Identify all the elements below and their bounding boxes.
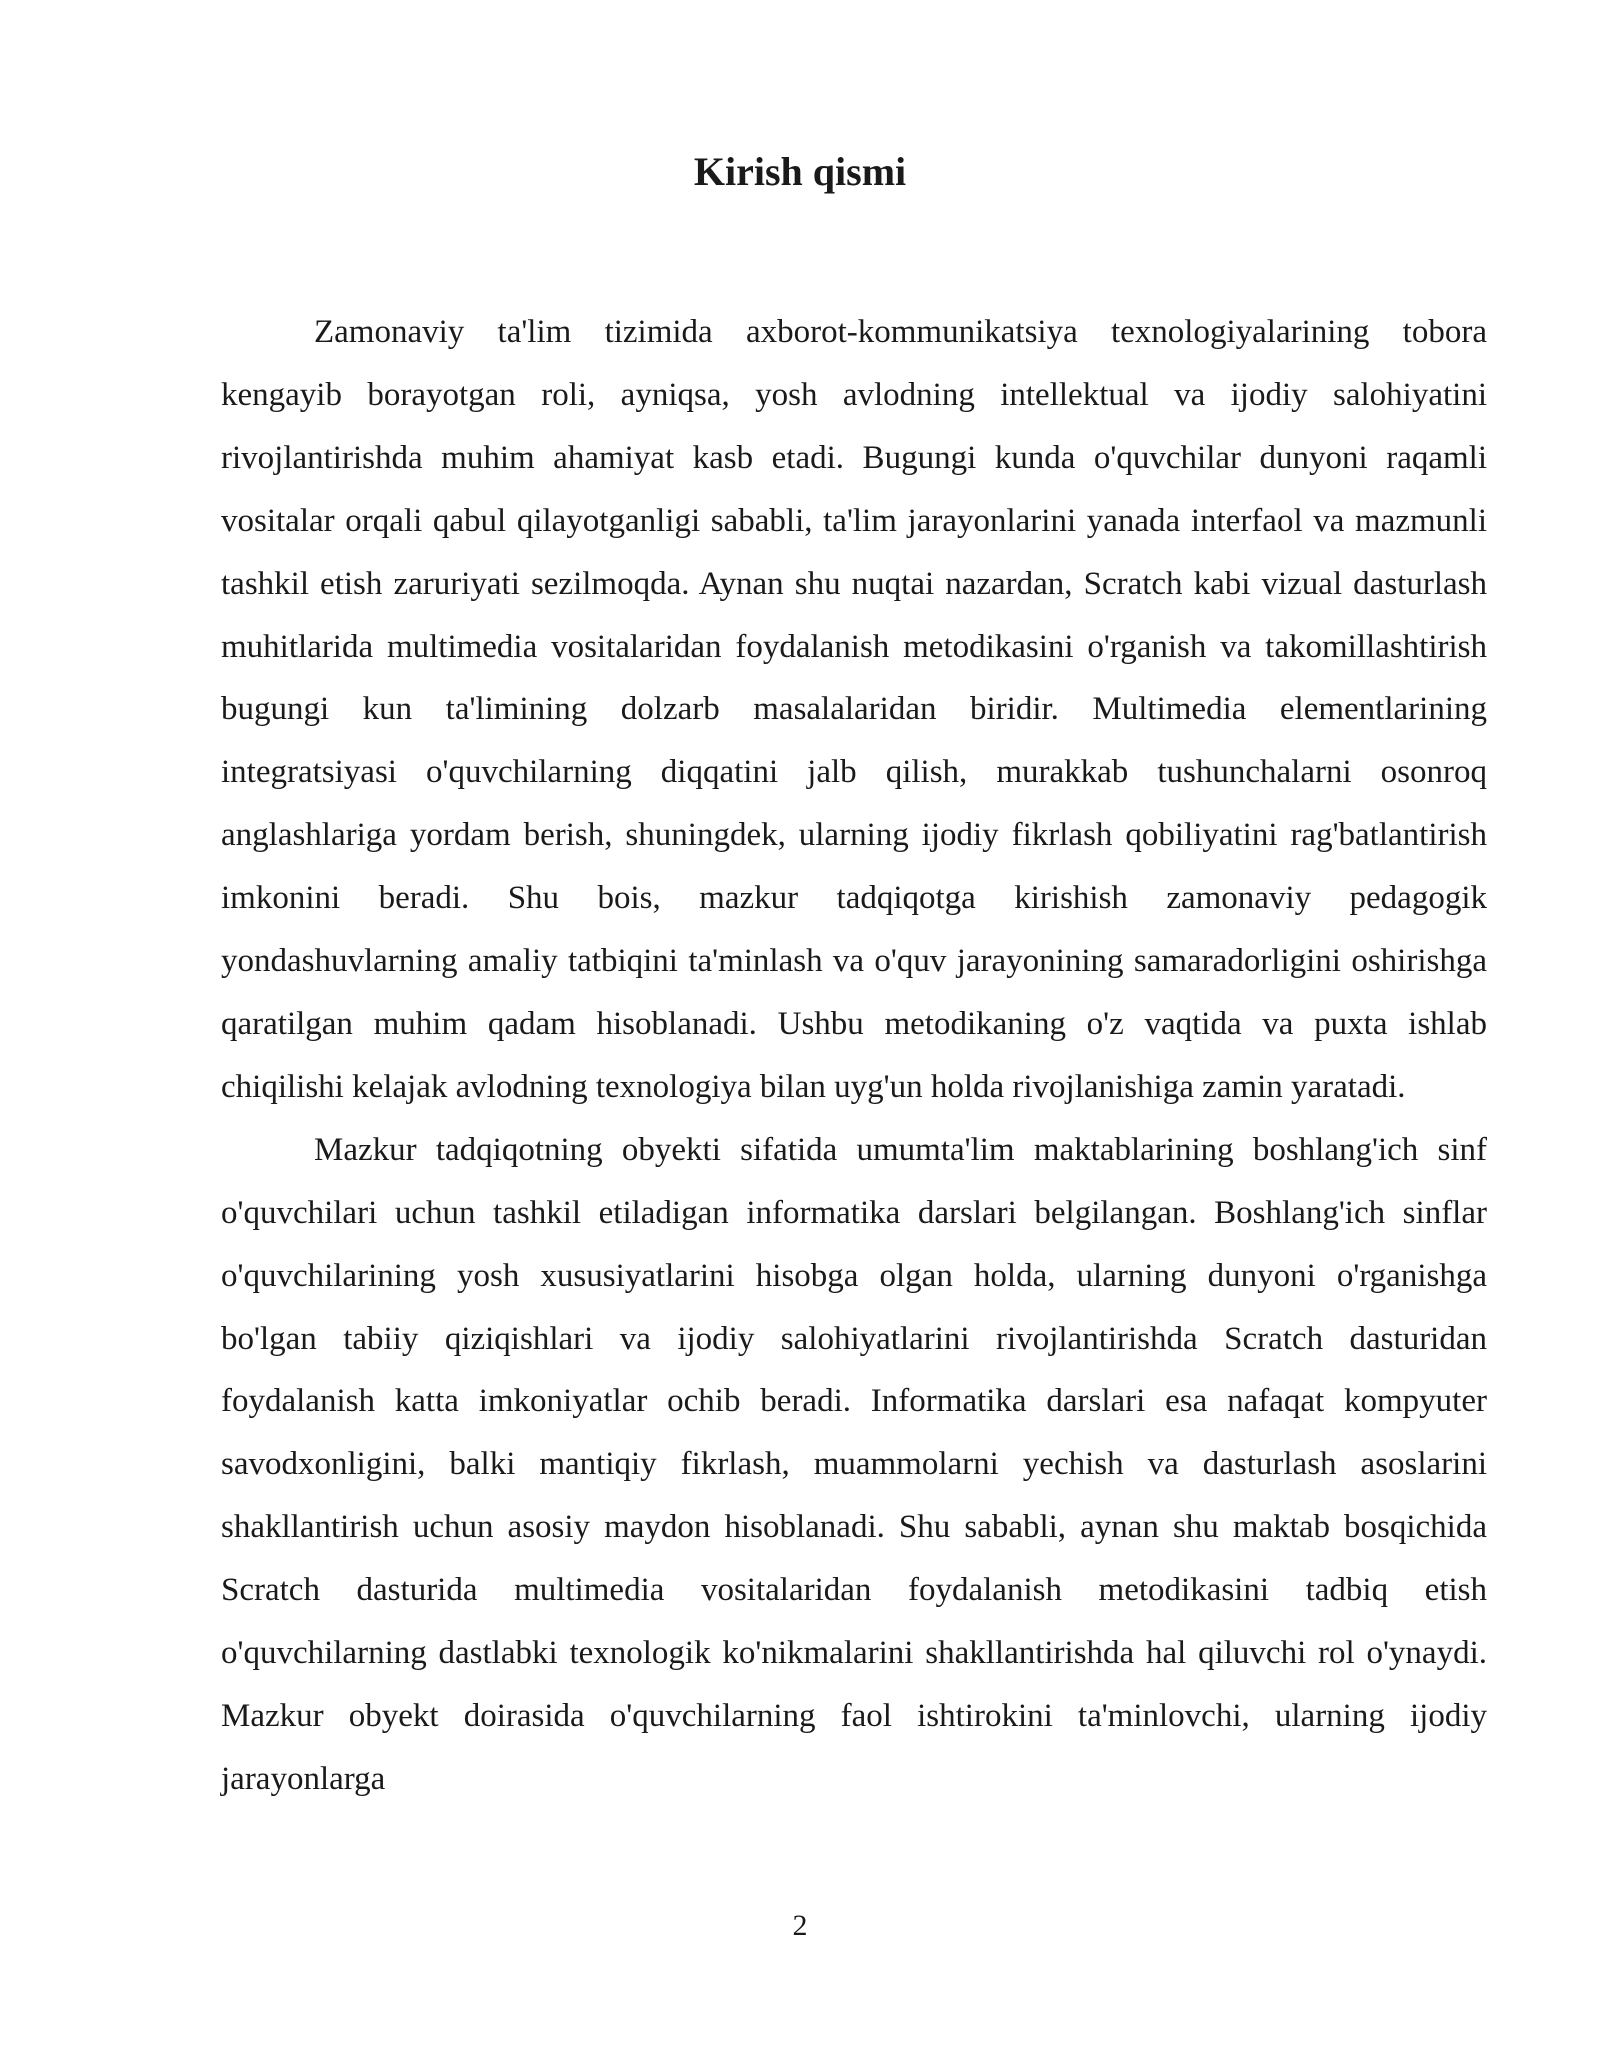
- paragraph-2: Mazkur tadqiqotning obyekti sifatida umumta'lim maktablarining boshlang'ich sinf o'quvchilari uchun tashkil etiladigan informatika darslari belgilangan. Boshlang'ich sinflar o'quvchilarining yosh xususiyatlarini hisobga olgan holda, ularning dunyoni o'rganishga bo'lgan tabiiy qiziqishlari va ijodiy salohiyatlarini rivojlantirishda Scratch dasturidan foydalanish katta imkoniyatlar ochib beradi. Informatika darslari esa nafaqat kompyuter savodxonligini, balki mantiqiy fikrlash, muammolarni yechish va dasturlash asoslarini shakllantirish uchun asosiy maydon hisoblanadi. Shu sababli, aynan shu maktab bosqichida Scratch dasturida multimedia vositalaridan foydalanish metodikasini tadbiq etish o'quvchilarning dastlabki texnologik ko'nikmalarini shakllantirishda hal qiluvchi rol o'ynaydi. Mazkur obyekt doirasida o'quvchilarning faol ishtirokini ta'minlovchi, ularning ijodiy jarayonlarga: [221, 1131, 1487, 1797]
- page-title: Kirish qismi: [693, 149, 907, 194]
- paragraph-1: Zamonaviy ta'lim tizimida axborot-kommunikatsiya texnologiyalarining tobora kengayib borayotgan roli, ayniqsa, yosh avlodning intellektual va ijodiy salohiyatini rivojlantirishda muhim ahamiyat kasb etadi. Bugungi kunda o'quvchilar dunyoni raqamli vositalar orqali qabul qilayotganligi sababli, ta'lim jarayonlarini yanada interfaol va mazmunli tashkil etish zaruriyati sezilmoqda. Aynan shu nuqtai nazardan, Scratch kabi vizual dasturlash muhitlarida multimedia vositalaridan foydalanish metodikasini o'rganish va takomillashtirish bugungi kun ta'limining dolzarb masalalaridan biridir. Multimedia elementlarining integratsiyasi o'quvchilarning diqqatini jalb qilish, murakkab tushunchalarni osonroq anglashlariga yordam berish, shuningdek, ularning ijodiy fikrlash qobiliyatini rag'batlantirish imkonini beradi. Shu bois, mazkur tadqiqotga kirishish zamonaviy pedagogik yondashuvlarning amaliy tatbiqini ta'minlash va o'quv jarayonining samaradorligini oshirishga qaratilgan muhim qadam hisoblanadi. Ushbu metodikaning o'z vaqtida va puxta ishlab chiqilishi kelajak avlodning texnologiya bilan uyg'un holda rivojlanishiga zamin yaratadi.: [221, 314, 1487, 1105]
- body-text: [221, 301, 1487, 1811]
- page-number: 2: [792, 1909, 808, 1942]
